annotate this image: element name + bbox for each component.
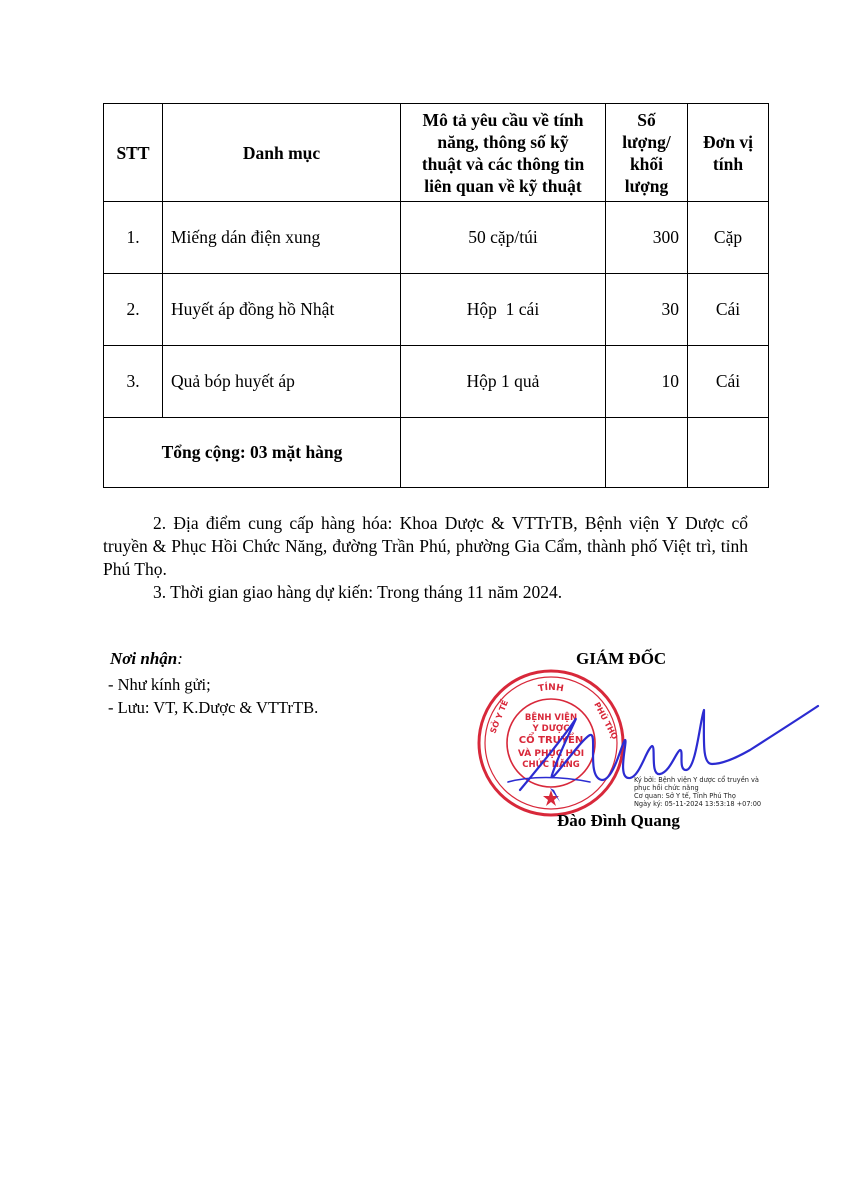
header-quantity: Số lượng/ khối lượng	[606, 104, 688, 202]
svg-text:PHÚ THỌ: PHÚ THỌ	[592, 700, 620, 741]
svg-text:TÍNH: TÍNH	[537, 682, 565, 695]
row-qty: 300	[606, 202, 688, 274]
table-total-row	[104, 418, 769, 488]
table-header-row	[104, 104, 769, 202]
svg-text:SỞ Y TẾ: SỞ Y TẾ	[488, 698, 510, 735]
row-name: Huyết áp đồng hồ Nhật	[163, 274, 401, 346]
items-table	[103, 103, 769, 488]
svg-text:CHỨC NĂNG: CHỨC NĂNG	[522, 760, 580, 770]
signer-name: Đào Đình Quang	[557, 811, 680, 830]
header-description: Mô tả yêu cầu về tính năng, thông số kỹ thuật và các thông tin liên quan về kỹ thuật	[401, 104, 606, 202]
table-row	[104, 274, 769, 346]
header-stt: STT	[104, 104, 163, 202]
row-spec: Hộp 1 quả	[401, 346, 606, 418]
row-name: Quả bóp huyết áp	[163, 346, 401, 418]
svg-text:BỆNH VIỆN: BỆNH VIỆN	[524, 713, 578, 723]
row-unit: Cái	[688, 346, 769, 418]
row-unit: Cặp	[688, 202, 769, 274]
location-paragraph: 2. Địa điểm cung cấp hàng hóa: Khoa Dược & VTTrTB, Bệnh viện Y Dược cổ truyền & Phục Hồi Chức Năng, đường Trần Phú, phường Gia Cẩm, thành phố Việt trì, tỉnh Phú Thọ.	[103, 513, 748, 579]
total-empty-cell	[606, 418, 688, 488]
total-empty-cell	[688, 418, 769, 488]
header-unit: Đơn vị tính	[688, 104, 769, 202]
svg-text:Y DƯỢC: Y DƯỢC	[532, 724, 570, 734]
recipient-line: - Như kính gửi;	[108, 675, 211, 694]
svg-text:CỔ TRUYỀN: CỔ TRUYỀN	[518, 735, 584, 746]
header-category: Danh mục	[163, 104, 401, 202]
row-spec: 50 cặp/túi	[401, 202, 606, 274]
digital-signature-info: Ký bởi: Bệnh viện Y dược cổ truyền và phục hồi chức năng Cơ quan: Sở Y tế, Tỉnh Phú Thọ Ngày ký: 05-11-2024 13:53:18 +07:00	[634, 776, 762, 808]
director-title: GIÁM ĐỐC	[576, 649, 667, 668]
row-stt: 1.	[104, 202, 163, 274]
row-stt: 2.	[104, 274, 163, 346]
row-name: Miếng dán điện xung	[163, 202, 401, 274]
table-row	[104, 202, 769, 274]
delivery-paragraph: 3. Thời gian giao hàng dự kiến: Trong tháng 11 năm 2024.	[153, 582, 563, 602]
total-label: Tổng cộng: 03 mặt hàng	[104, 418, 401, 488]
recipients-title: Nơi nhận:	[110, 649, 183, 668]
row-spec: Hộp 1 cái	[401, 274, 606, 346]
row-qty: 30	[606, 274, 688, 346]
row-unit: Cái	[688, 274, 769, 346]
row-qty: 10	[606, 346, 688, 418]
table-row	[104, 346, 769, 418]
total-empty-cell	[401, 418, 606, 488]
recipient-line: - Lưu: VT, K.Dược & VTTrTB.	[108, 698, 319, 717]
svg-text:VÀ PHỤC HỒI: VÀ PHỤC HỒI	[517, 749, 585, 759]
row-stt: 3.	[104, 346, 163, 418]
